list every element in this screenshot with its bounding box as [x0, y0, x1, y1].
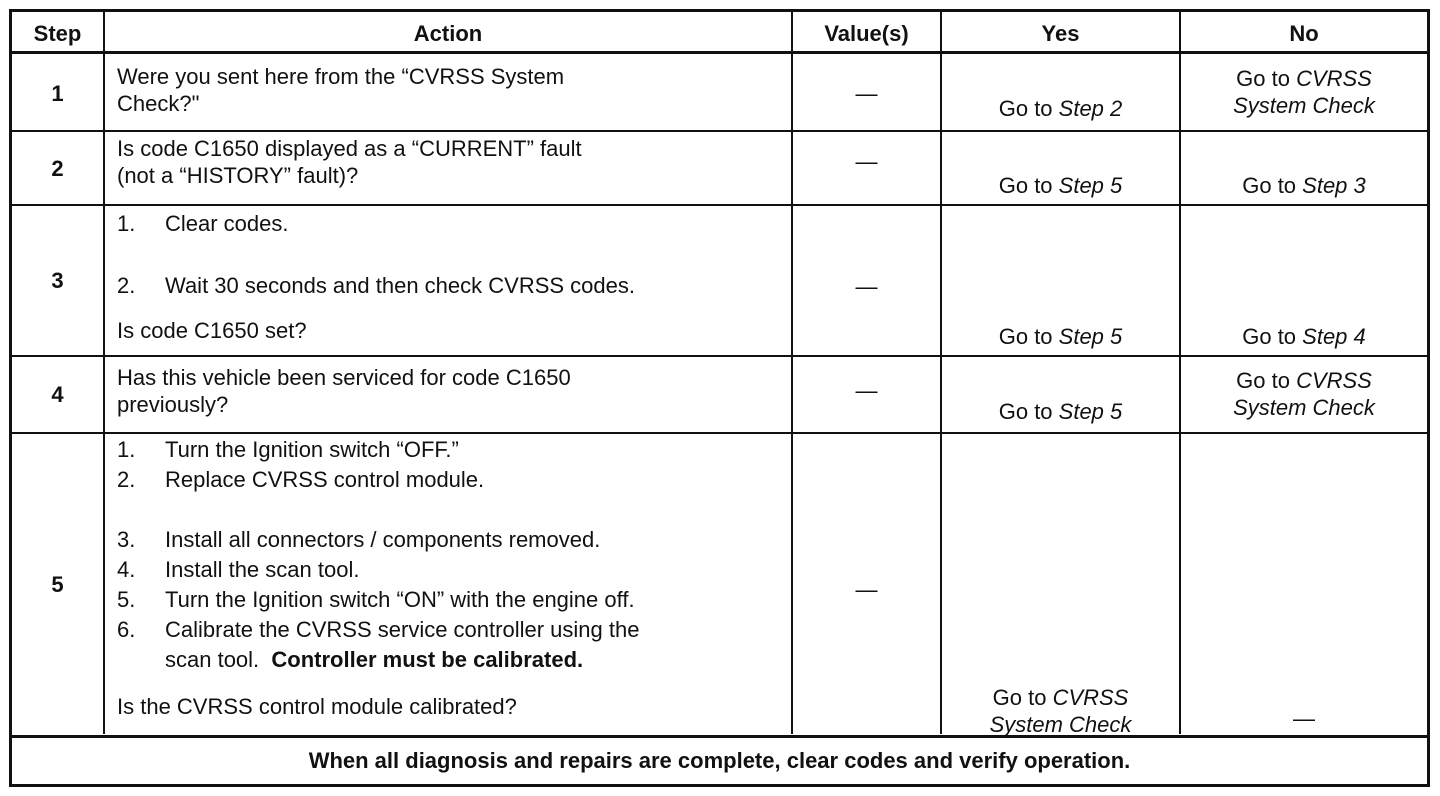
goto-prefix: Go to — [1242, 173, 1303, 198]
row-divider — [12, 130, 1427, 132]
step-number: 5 — [51, 571, 64, 597]
step-number: 2 — [51, 155, 64, 181]
list-item — [117, 436, 791, 463]
header-step: Step — [33, 20, 82, 46]
list-item — [117, 616, 791, 643]
item-number: 1. — [117, 437, 136, 462]
goto-target: System Check — [989, 712, 1132, 737]
list-item — [117, 556, 791, 583]
item-number: 4. — [117, 557, 136, 582]
value-cell: — — [855, 377, 878, 403]
item-text: Calibrate the CVRSS service controller using the — [165, 617, 640, 642]
goto-prefix: Go to — [1236, 368, 1297, 393]
goto-target: CVRSS — [1052, 685, 1129, 710]
value-cell: — — [855, 148, 878, 174]
value-cell: — — [855, 273, 878, 299]
row-divider — [12, 432, 1427, 434]
item-number: 2. — [117, 273, 136, 298]
action-text: Is code C1650 displayed as a “CURRENT” fault — [117, 136, 582, 161]
item-text: Clear codes. — [165, 211, 289, 236]
row-divider — [12, 204, 1427, 206]
table-footer: When all diagnosis and repairs are complete, clear codes and verify operation. — [12, 735, 1427, 784]
goto-prefix: Go to — [998, 399, 1059, 424]
goto-prefix: Go to — [998, 96, 1059, 121]
step-number: 4 — [51, 382, 64, 407]
no-cell — [1181, 323, 1427, 350]
goto-target: CVRSS — [1296, 66, 1372, 91]
value-cell: — — [855, 576, 878, 602]
header-yes: Yes — [1041, 20, 1080, 46]
header-action: Action — [413, 20, 483, 46]
item-number: 6. — [117, 617, 136, 642]
item-number: 1. — [117, 211, 136, 236]
action-cell — [105, 210, 791, 344]
action-cell — [105, 364, 791, 418]
no-cell — [1181, 65, 1427, 119]
goto-prefix: Go to — [998, 324, 1059, 349]
goto-prefix: Go to — [998, 173, 1059, 198]
goto-prefix: Go to — [1242, 324, 1303, 349]
goto-prefix: Go to — [1236, 66, 1297, 91]
list-item — [117, 586, 791, 613]
yes-cell — [942, 398, 1179, 425]
action-cell — [105, 135, 791, 189]
goto-target: System Check — [1233, 93, 1375, 118]
yes-cell — [942, 95, 1179, 122]
header-values: Value(s) — [824, 20, 909, 46]
row-divider — [12, 355, 1427, 357]
question-text: Is the CVRSS control module calibrated? — [117, 694, 517, 719]
yes-cell — [942, 323, 1179, 350]
item-text: Install all connectors / components removed. — [165, 527, 601, 552]
item-text: Replace CVRSS control module. — [165, 467, 485, 492]
item-text: scan tool. — [165, 647, 260, 672]
action-text: Were you sent here from the “CVRSS System — [117, 64, 565, 89]
list-item — [117, 210, 791, 237]
step-number: 3 — [51, 268, 64, 293]
value-cell: — — [855, 81, 878, 106]
item-number: 2. — [117, 467, 136, 492]
yes-cell — [942, 684, 1179, 738]
list-item — [117, 526, 791, 553]
goto-target: Step 5 — [1058, 324, 1123, 349]
question-text: Is code C1650 set? — [117, 318, 307, 343]
goto-target: Step 4 — [1302, 324, 1366, 349]
diagnostic-table — [9, 9, 1430, 787]
goto-target: Step 5 — [1058, 173, 1123, 198]
list-item: scan tool. Controller must be calibrated. — [165, 647, 584, 672]
yes-cell — [942, 172, 1179, 199]
goto-prefix: Go to — [992, 685, 1053, 710]
item-emphasis: Controller must be calibrated — [271, 647, 578, 672]
goto-target: CVRSS — [1296, 368, 1372, 393]
item-number: 5. — [117, 587, 136, 612]
goto-target: Step 3 — [1302, 173, 1366, 198]
item-text: Turn the Ignition switch “ON” with the engine off. — [165, 587, 635, 612]
goto-target: System Check — [1233, 395, 1375, 420]
no-cell: — — [1293, 705, 1315, 731]
item-text: Turn the Ignition switch “OFF.” — [165, 437, 459, 462]
action-text: (not a “HISTORY” fault)? — [117, 163, 359, 188]
action-cell — [105, 63, 791, 130]
list-item — [117, 272, 791, 299]
action-cell — [105, 436, 791, 720]
no-cell — [1181, 367, 1427, 421]
action-text: previously? — [117, 392, 229, 417]
no-cell — [1181, 172, 1427, 199]
action-text: Has this vehicle been serviced for code C1650 — [117, 365, 571, 390]
action-text: Check?" — [117, 91, 200, 116]
step-number: 1 — [51, 81, 64, 106]
list-item — [117, 466, 791, 493]
goto-target: Step 5 — [1058, 399, 1123, 424]
goto-target: Step 2 — [1058, 96, 1123, 121]
item-number: 3. — [117, 527, 136, 552]
item-text: Wait 30 seconds and then check CVRSS codes. — [165, 273, 635, 298]
header-no: No — [1289, 20, 1319, 46]
item-text: Install the scan tool. — [165, 557, 360, 582]
